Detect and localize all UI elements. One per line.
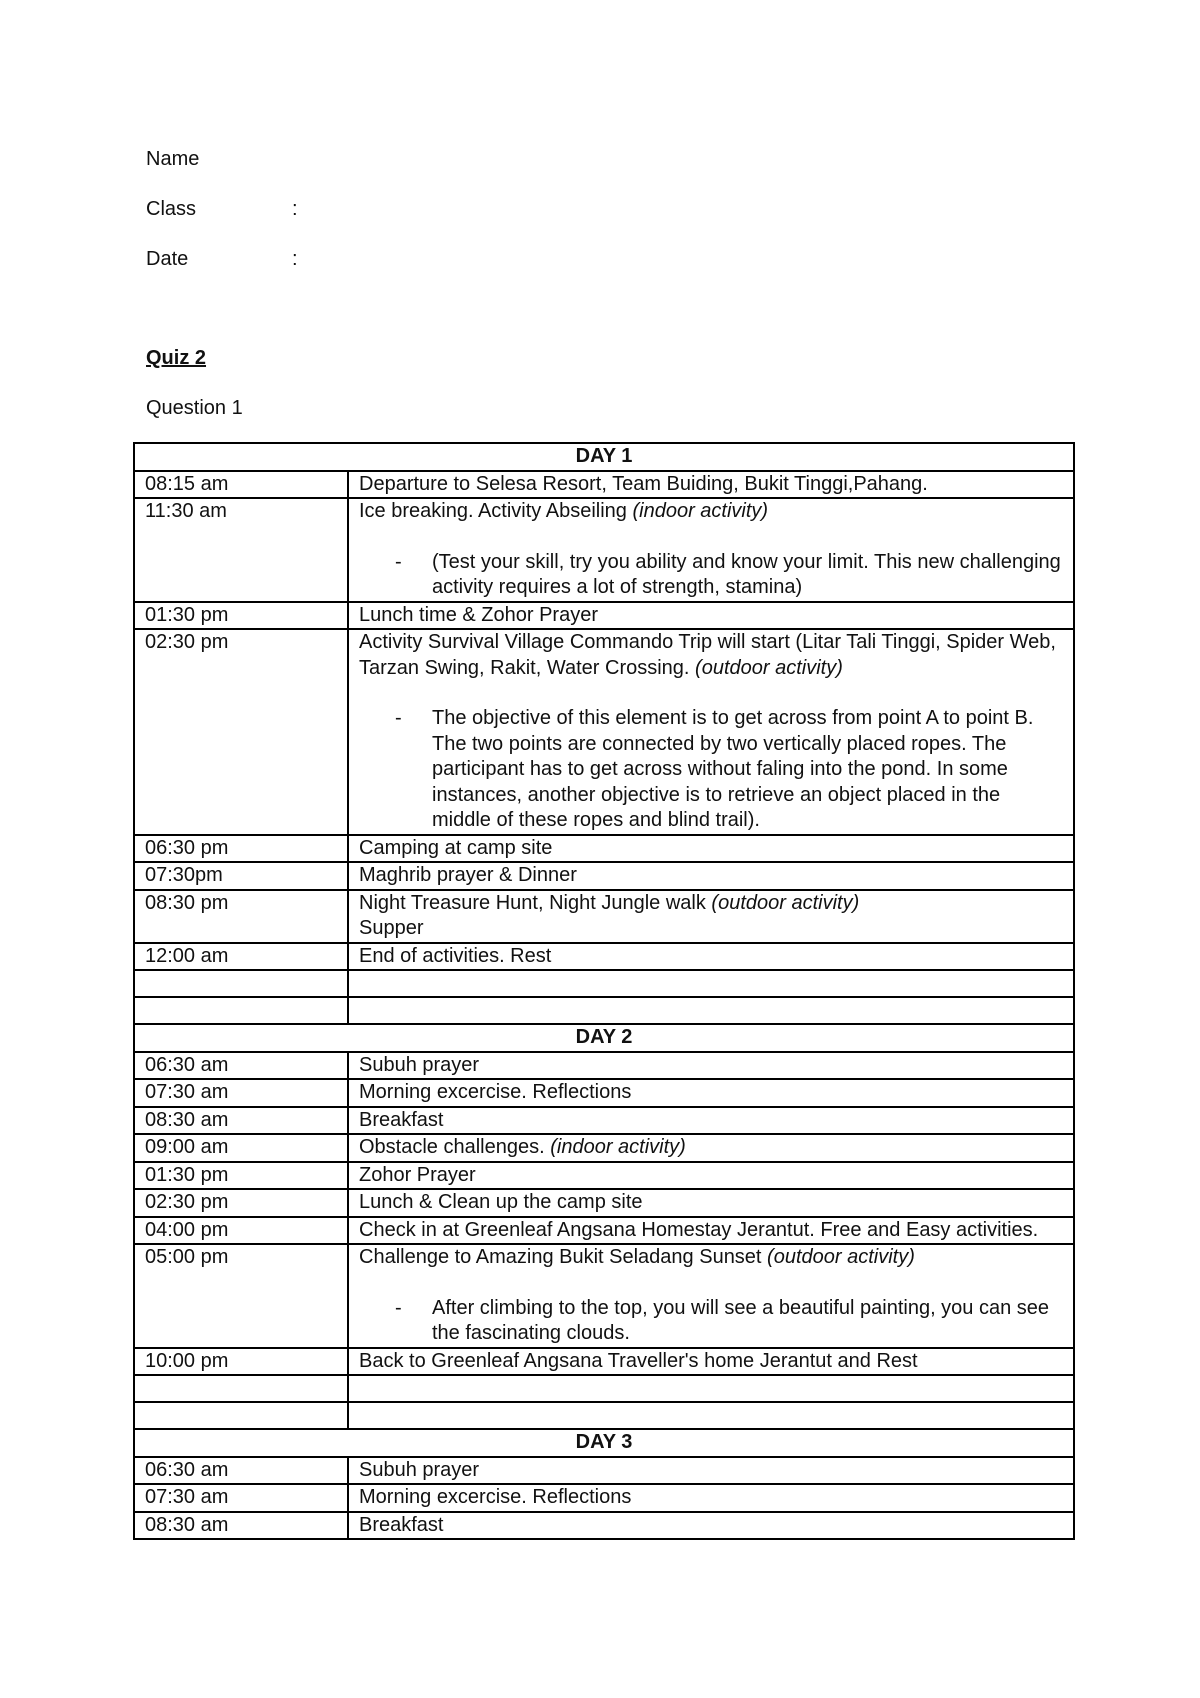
time-cell: 05:00 pm: [134, 1244, 348, 1348]
table-row: [134, 1107, 1074, 1135]
class-field-row: [146, 197, 298, 221]
empty-cell: [348, 1402, 1074, 1429]
table-row: [134, 1484, 1074, 1512]
activity-text: Morning excercise. Reflections: [359, 1486, 632, 1508]
empty-row: [134, 970, 1074, 997]
table-row: [134, 1052, 1074, 1080]
time-cell: 07:30pm: [134, 862, 348, 890]
activity-cell: [348, 943, 1074, 971]
activity-cell: [348, 1052, 1074, 1080]
activity-text: Lunch & Clean up the camp site: [359, 1191, 643, 1213]
empty-cell: [348, 970, 1074, 997]
name-field-row: [146, 147, 292, 171]
activity-text: End of activities. Rest: [359, 944, 552, 967]
table-row: [134, 471, 1074, 499]
activity-text: Subuh prayer: [359, 1458, 480, 1481]
table-row: [134, 1217, 1074, 1245]
table-row: [134, 1134, 1074, 1162]
empty-row: [134, 1402, 1074, 1429]
empty-cell: [134, 997, 348, 1024]
activity-text: Obstacle challenges.: [359, 1136, 551, 1158]
day-title: DAY 1: [134, 443, 1074, 471]
table-row: [134, 1348, 1074, 1376]
activity-cell: [348, 1079, 1074, 1107]
activity-text: Zohor Prayer: [359, 1163, 476, 1186]
activity-cell: [348, 1162, 1074, 1190]
table-row: [134, 602, 1074, 630]
activity-type-note: (indoor activity): [550, 1136, 686, 1158]
time-cell: 07:30 am: [134, 1079, 348, 1107]
time-cell: 09:00 am: [134, 1134, 348, 1162]
time-cell: 08:15 am: [134, 471, 348, 499]
activity-text: Challenge to Amazing Bukit Seladang Sunset: [359, 1246, 768, 1268]
table-row: [134, 943, 1074, 971]
activity-text: Activity Survival Village Commando Trip will start (Litar Tali Tinggi, Spider Web, Tarzan Swing, Rakit, Water Crossing.: [359, 631, 1056, 679]
activity-type-note: (outdoor activity): [711, 891, 860, 914]
activity-text: Ice breaking. Activity Abseiling: [359, 500, 633, 522]
day-title: DAY 3: [134, 1429, 1074, 1457]
day-header-row: [134, 1429, 1074, 1457]
time-cell: 11:30 am: [134, 498, 348, 602]
bullet-text: After climbing to the top, you will see a beautiful painting, you can see the fascinating clouds.: [432, 1296, 1050, 1344]
activity-cell: [348, 1484, 1074, 1512]
activity-cell: [348, 629, 1074, 835]
time-cell: 06:30 pm: [134, 835, 348, 863]
day-header-row: [134, 1024, 1074, 1052]
question-label: Question 1: [146, 397, 243, 419]
activity-cell: [348, 1217, 1074, 1245]
class-label: Class: [146, 198, 197, 220]
time-cell: 08:30 pm: [134, 890, 348, 943]
time-cell: 07:30 am: [134, 1484, 348, 1512]
day-title: DAY 2: [134, 1024, 1074, 1052]
activity-cell: [348, 1348, 1074, 1376]
table-row: [134, 1244, 1074, 1348]
time-cell: 06:30 am: [134, 1052, 348, 1080]
table-row: [134, 629, 1074, 835]
activity-type-note: (indoor activity): [632, 500, 769, 522]
activity-text: Check in at Greenleaf Angsana Homestay Jerantut. Free and Easy activities.: [359, 1218, 1039, 1241]
time-cell: 08:30 am: [134, 1512, 348, 1540]
bullet-text: The objective of this element is to get across from point A to point B. The two points are connected by two vertically placed ropes. The participant has to get across without faling into the pond. In some instances, another objective is to retrieve an object placed in the middle of these ropes and blind trail).: [432, 707, 1034, 831]
time-cell: 08:30 am: [134, 1107, 348, 1135]
time-cell: 04:00 pm: [134, 1217, 348, 1245]
empty-row: [134, 1375, 1074, 1402]
activity-cell: [348, 1134, 1074, 1162]
table-row: [134, 1512, 1074, 1540]
activity-cell: [348, 498, 1074, 602]
activity-type-note: (outdoor activity): [695, 656, 843, 679]
activity-text: Breakfast: [359, 1513, 444, 1536]
time-cell: 12:00 am: [134, 943, 348, 971]
activity-type-note: (outdoor activity): [767, 1246, 915, 1268]
activity-text: Night Treasure Hunt, Night Jungle walk: [359, 891, 712, 914]
table-row: [134, 862, 1074, 890]
empty-cell: [348, 997, 1074, 1024]
class-colon: :: [292, 198, 298, 220]
activity-cell: [348, 1107, 1074, 1135]
date-field-row: [146, 247, 298, 271]
activity-cell: [348, 1244, 1074, 1348]
activity-text: Breakfast: [359, 1108, 444, 1131]
time-cell: 02:30 pm: [134, 1189, 348, 1217]
bullet-dash: -: [395, 1296, 402, 1319]
bullet-text: (Test your skill, try you ability and know your limit. This new challenging activity requires a lot of strength, stamina): [432, 550, 1061, 598]
empty-cell: [348, 1375, 1074, 1402]
empty-cell: [134, 1375, 348, 1402]
day-header-row: [134, 443, 1074, 471]
table-row: [134, 1189, 1074, 1217]
activity-cell: [348, 862, 1074, 890]
activity-text: Subuh prayer: [359, 1053, 480, 1076]
table-row: [134, 1162, 1074, 1190]
activity-text: Morning excercise. Reflections: [359, 1081, 632, 1103]
activity-text: Lunch time & Zohor Prayer: [359, 603, 598, 626]
time-cell: 02:30 pm: [134, 629, 348, 835]
activity-cell: [348, 835, 1074, 863]
activity-text-line2: Supper: [359, 917, 424, 939]
bullet-item: [359, 1296, 1063, 1347]
activity-cell: [348, 602, 1074, 630]
empty-row: [134, 997, 1074, 1024]
quiz-title: Quiz 2: [146, 347, 207, 369]
activity-cell: [348, 890, 1074, 943]
table-row: [134, 835, 1074, 863]
activity-text: Camping at camp site: [359, 836, 553, 859]
table-row: [134, 890, 1074, 943]
date-colon: :: [292, 248, 298, 270]
table-row: [134, 1079, 1074, 1107]
itinerary-table: [133, 442, 1075, 1540]
activity-cell: [348, 471, 1074, 499]
time-cell: 01:30 pm: [134, 1162, 348, 1190]
empty-cell: [134, 970, 348, 997]
activity-cell: [348, 1512, 1074, 1540]
table-row: [134, 498, 1074, 602]
time-cell: 01:30 pm: [134, 602, 348, 630]
bullet-item: [359, 550, 1063, 601]
name-label: Name: [146, 148, 200, 170]
time-cell: 06:30 am: [134, 1457, 348, 1485]
activity-text: Maghrib prayer & Dinner: [359, 864, 577, 886]
bullet-dash: -: [395, 707, 402, 729]
bullet-dash: -: [395, 550, 402, 573]
time-cell: 10:00 pm: [134, 1348, 348, 1376]
empty-cell: [134, 1402, 348, 1429]
bullet-item: [359, 706, 1063, 834]
activity-text: Departure to Selesa Resort, Team Buiding, Bukit Tinggi,Pahang.: [359, 472, 928, 495]
activity-cell: [348, 1457, 1074, 1485]
table-row: [134, 1457, 1074, 1485]
activity-text: Back to Greenleaf Angsana Traveller's home Jerantut and Rest: [359, 1349, 918, 1372]
activity-cell: [348, 1189, 1074, 1217]
date-label: Date: [146, 248, 189, 270]
